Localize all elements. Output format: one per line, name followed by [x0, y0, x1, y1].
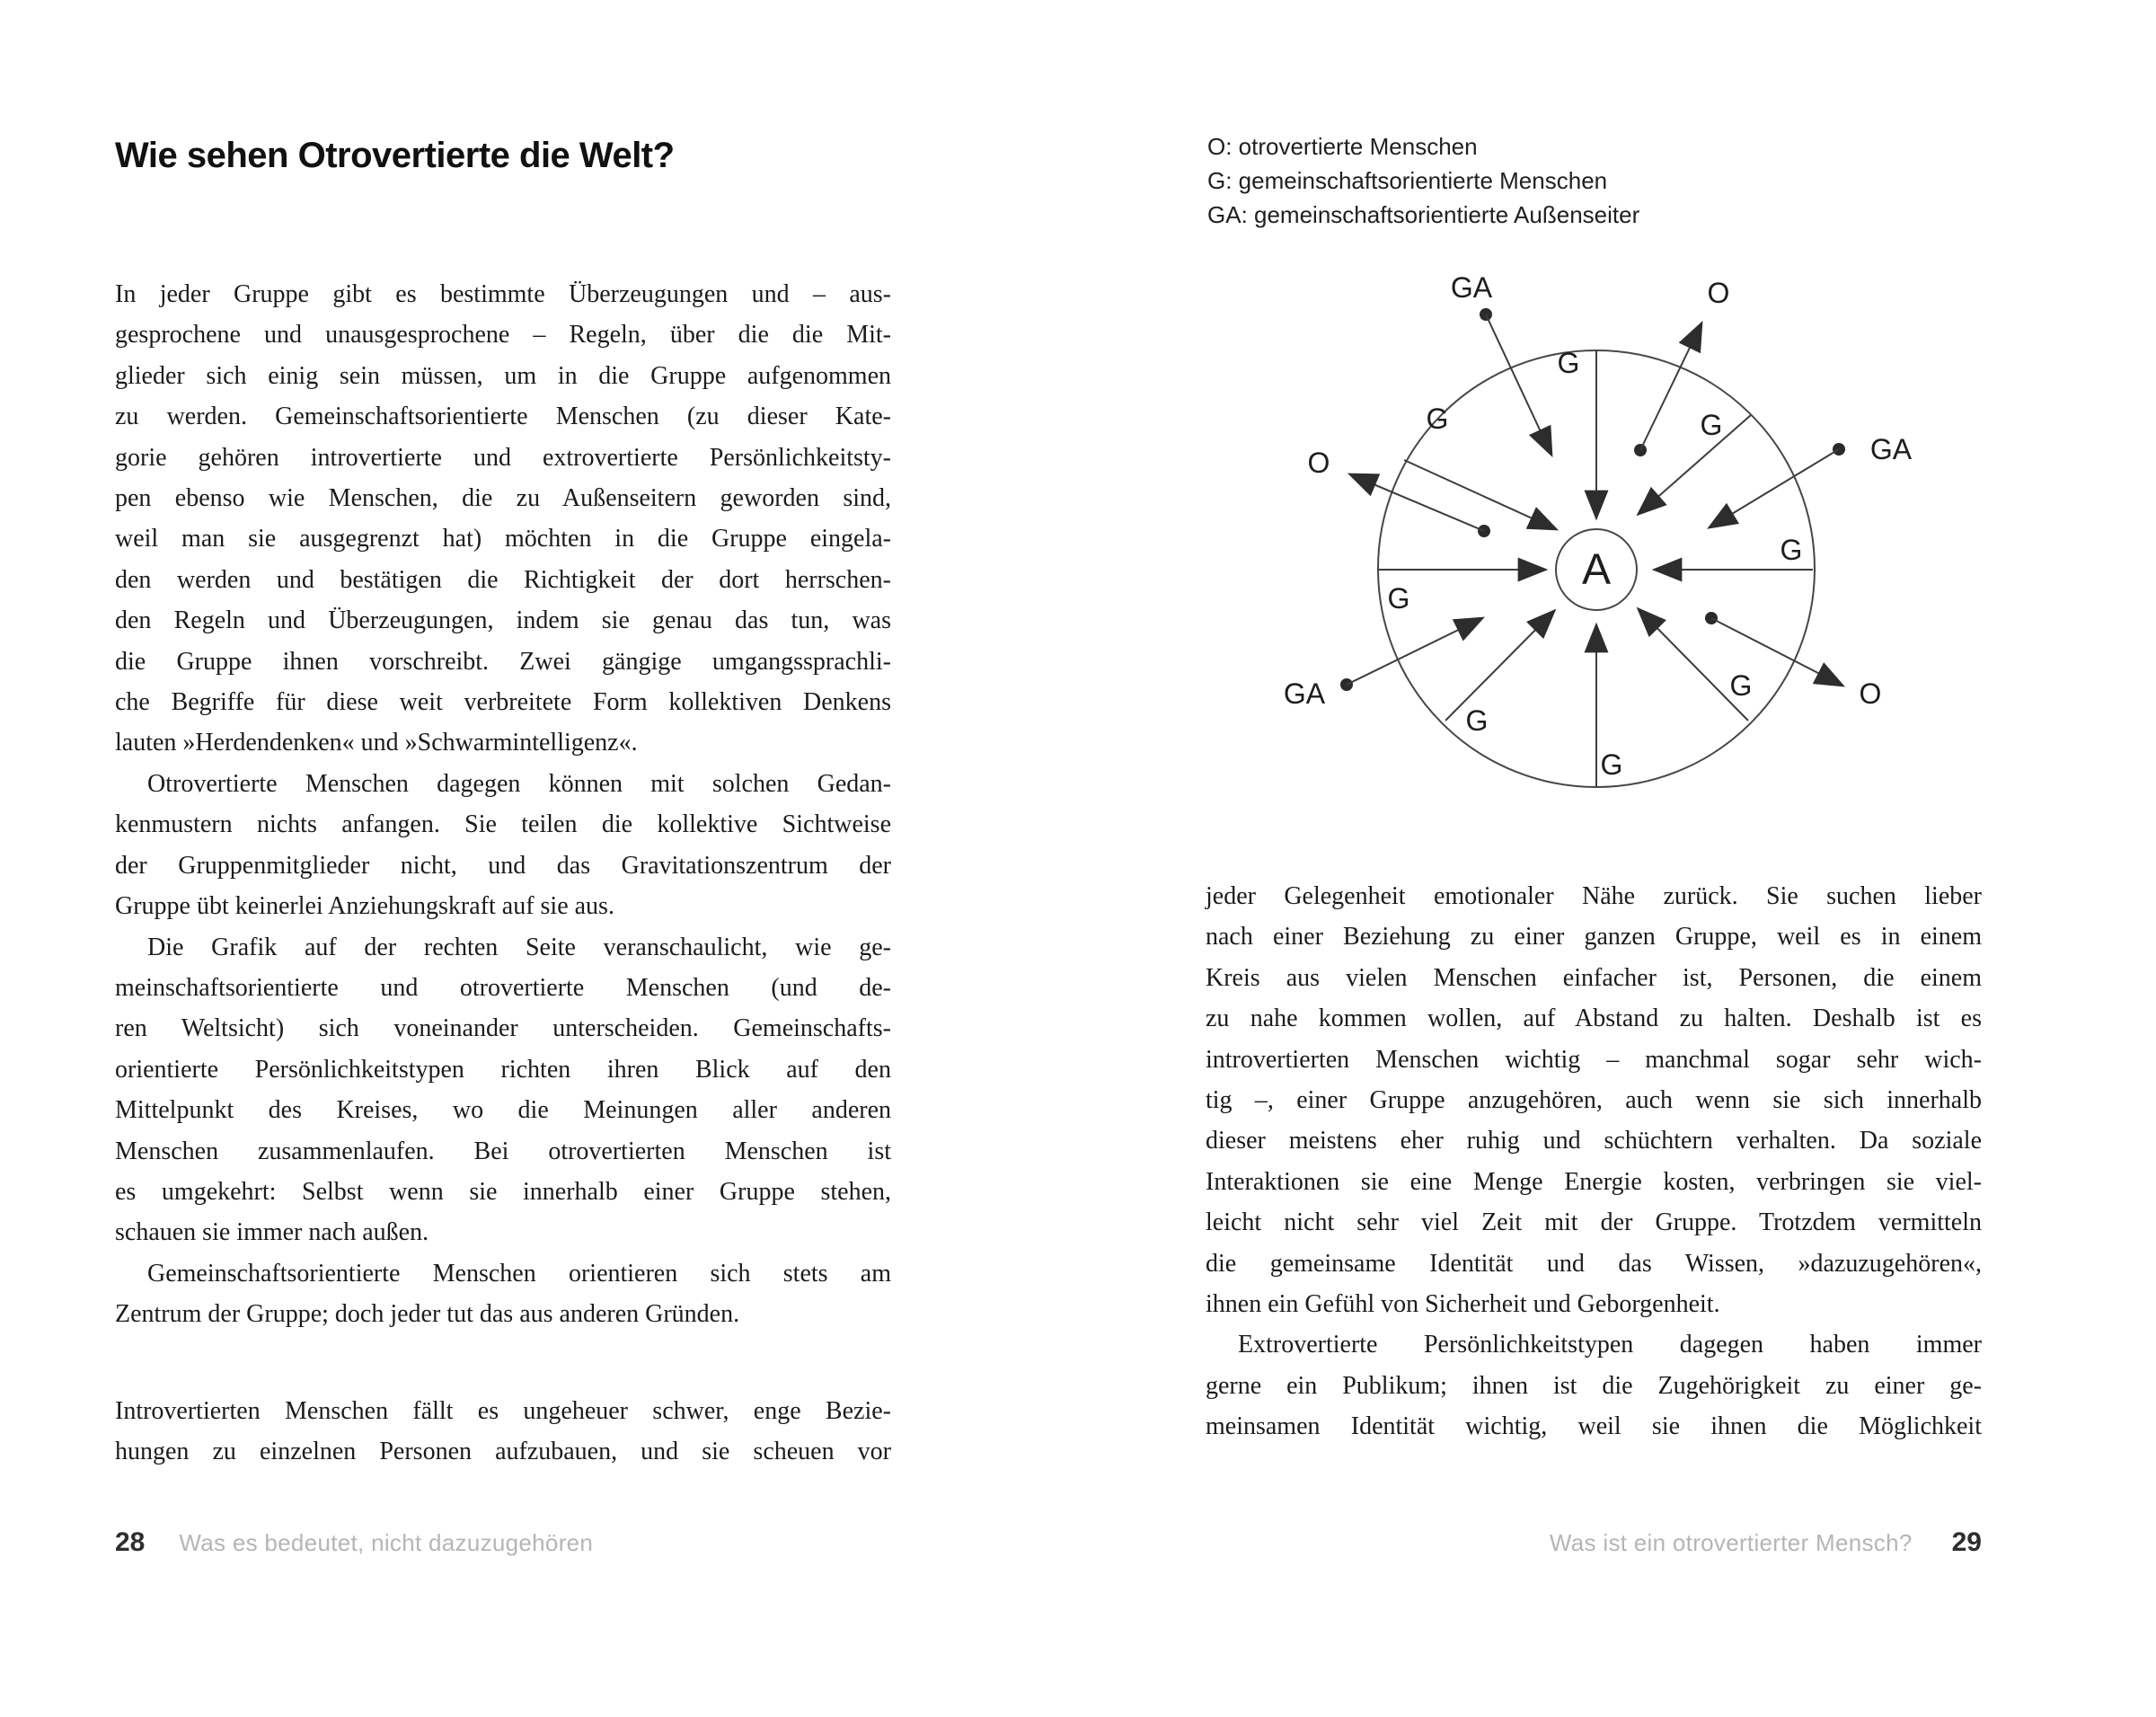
g-label: G	[1465, 704, 1489, 737]
ga-arrow-top-left	[1486, 314, 1551, 455]
text-line: gerne ein Publikum; ihnen ist die Zugehörigkeit zu einer ge-	[1206, 1371, 1982, 1400]
paragraph	[115, 1253, 891, 1335]
left-text-column	[115, 274, 891, 1472]
ga-label: GA	[1283, 677, 1326, 710]
text-line: zu nahe kommen wollen, auf Abstand zu halten. Deshalb ist es	[1206, 1005, 1982, 1033]
text-line: gorie gehören introvertierte und extrovertierte Persönlichkeitsty-	[115, 443, 891, 472]
running-title-left: Was es bedeutet, nicht dazuzugehören	[179, 1529, 594, 1556]
text-line: Menschen zusammenlaufen. Bei otrovertierten Menschen ist	[115, 1137, 891, 1165]
right-footer	[1550, 1527, 1982, 1558]
text-line: tig –, einer Gruppe anzugehören, auch wenn sie sich innerhalb	[1206, 1086, 1982, 1115]
text-line: pen ebenso wie Menschen, die zu Außenseitern geworden sind,	[115, 484, 891, 513]
g-label: G	[1600, 748, 1623, 781]
text-line: Introvertierten Menschen fällt es ungeheuer schwer, enge Bezie-	[115, 1396, 891, 1425]
text-line: weil man sie ausgegrenzt hat) möchten in die Gruppe eingela-	[115, 525, 891, 553]
g-label: G	[1557, 347, 1580, 379]
text-line: Gemeinschaftsorientierte Menschen orientieren sich stets am	[147, 1259, 891, 1288]
page-number-right: 29	[1951, 1527, 1982, 1557]
text-line: Die Grafik auf der rechten Seite veranschaulicht, wie ge-	[147, 933, 891, 961]
text-line: introvertierten Menschen wichtig – manchmal sogar sehr wich-	[1206, 1045, 1982, 1074]
text-line: lauten »Herdendenken« und »Schwarmintelligenz«.	[115, 729, 638, 757]
text-line: Interaktionen sie eine Menge Energie kosten, verbringen sie viel-	[1206, 1167, 1982, 1196]
text-line: nach einer Beziehung zu einer ganzen Gruppe, weil es in einem	[1206, 923, 1982, 951]
text-line: orientierte Persönlichkeitstypen richten ihren Blick auf den	[115, 1055, 891, 1084]
text-line: Otrovertierte Menschen dagegen können mit solchen Gedan-	[147, 769, 891, 798]
g-spoke-lower-right	[1639, 609, 1748, 721]
text-line: Kreis aus vielen Menschen einfacher ist, Personen, die einem	[1206, 963, 1982, 992]
g-label: G	[1387, 582, 1410, 615]
o-arrow-upper-right	[1640, 323, 1701, 450]
text-line: Zentrum der Gruppe; doch jeder tut das aus anderen Gründen.	[115, 1300, 740, 1329]
o-label: O	[1859, 677, 1882, 710]
left-footer	[115, 1527, 593, 1558]
text-line: meinschaftsorientierte und otrovertierte Menschen (und de-	[115, 973, 891, 1002]
o-label: O	[1707, 277, 1730, 309]
text-line: leicht nicht sehr viel Zeit mit der Gruppe. Trotzdem vermitteln	[1206, 1208, 1982, 1237]
text-line: zu werden. Gemeinschaftsorientierte Menschen (zu dieser Kate-	[115, 403, 891, 431]
paragraph	[115, 274, 891, 764]
text-line: Extrovertierte Persönlichkeitstypen dagegen haben immer	[1238, 1331, 1982, 1359]
page-number-left: 28	[115, 1527, 146, 1557]
group-orientation-diagram	[1258, 261, 1940, 810]
g-label: G	[1426, 403, 1449, 435]
o-label: O	[1307, 447, 1330, 479]
text-line: hungen zu einzelnen Personen aufzubauen, und sie scheuen vor	[115, 1437, 891, 1465]
text-line: schauen sie immer nach außen.	[115, 1218, 429, 1247]
g-label: G	[1700, 409, 1723, 441]
paragraph	[115, 764, 891, 927]
text-line: dieser meistens eher ruhig und schüchtern verhalten. Da soziale	[1206, 1127, 1982, 1155]
ga-label: GA	[1450, 271, 1493, 304]
g-spoke-upper-left	[1404, 460, 1556, 529]
page-title: Wie sehen Otrovertierte die Welt?	[115, 136, 675, 175]
diagram-legend	[1207, 129, 1639, 232]
text-line: die gemeinsame Identität und das Wissen, »dazuzugehören«,	[1206, 1249, 1982, 1278]
text-line: die Gruppe ihnen vorschreibt. Zwei gängige umgangssprachli-	[115, 647, 891, 676]
g-label: G	[1729, 669, 1753, 702]
ga-label: GA	[1869, 433, 1913, 465]
o-arrow-left	[1350, 474, 1484, 531]
text-line: che Begriffe für diese weit verbreitete Form kollektiven Denkens	[115, 688, 891, 717]
running-title-right: Was ist ein otrovertierter Mensch?	[1549, 1529, 1913, 1556]
ga-arrow-right	[1710, 449, 1839, 527]
text-line: den werden und bestätigen die Richtigkeit der dort herrschen-	[115, 565, 891, 594]
text-line: den Regeln und Überzeugungen, indem sie genau das tun, was	[115, 606, 891, 635]
ga-arrow-lower-left	[1347, 618, 1482, 685]
text-line: es umgekehrt: Selbst wenn sie innerhalb einer Gruppe stehen,	[115, 1177, 891, 1206]
text-line: der Gruppenmitglieder nicht, und das Gravitationszentrum der	[115, 851, 891, 880]
text-line: In jeder Gruppe gibt es bestimmte Überzeugungen und – aus-	[115, 280, 891, 308]
text-line: jeder Gelegenheit emotionaler Nähe zurück. Sie suchen lieber	[1206, 882, 1982, 910]
g-label: G	[1780, 534, 1803, 566]
right-text-column	[1206, 876, 1982, 1447]
text-line: kenmustern nichts anfangen. Sie teilen die kollektive Sichtweise	[115, 810, 891, 839]
g-spoke-upper-right	[1639, 415, 1751, 514]
text-line: ihnen ein Gefühl von Sicherheit und Geborgenheit.	[1206, 1290, 1720, 1319]
text-line: Gruppe übt keinerlei Anziehungskraft auf sie aus.	[115, 892, 614, 921]
paragraph	[1206, 1324, 1982, 1447]
text-line: glieder sich einig sein müssen, um in die Gruppe aufgenommen	[115, 361, 891, 390]
legend-line-g: G: gemeinschaftsorientierte Menschen	[1207, 167, 1608, 194]
paragraph	[115, 1391, 891, 1473]
text-line: meinsamen Identität wichtig, weil sie ihnen die Möglichkeit	[1206, 1412, 1982, 1441]
paragraph	[1206, 876, 1982, 1324]
text-line: gesprochene und unausgesprochene – Regeln, über die die Mit-	[115, 321, 891, 350]
legend-line-o: O: otrovertierte Menschen	[1207, 133, 1478, 160]
center-label: A	[1581, 545, 1612, 594]
legend-line-ga: GA: gemeinschaftsorientierte Außenseiter	[1207, 201, 1640, 228]
paragraph	[115, 927, 891, 1253]
text-line: ren Weltsicht) sich voneinander unterscheiden. Gemeinschafts-	[115, 1014, 891, 1043]
text-line: Mittelpunkt des Kreises, wo die Meinungen aller anderen	[115, 1096, 891, 1125]
